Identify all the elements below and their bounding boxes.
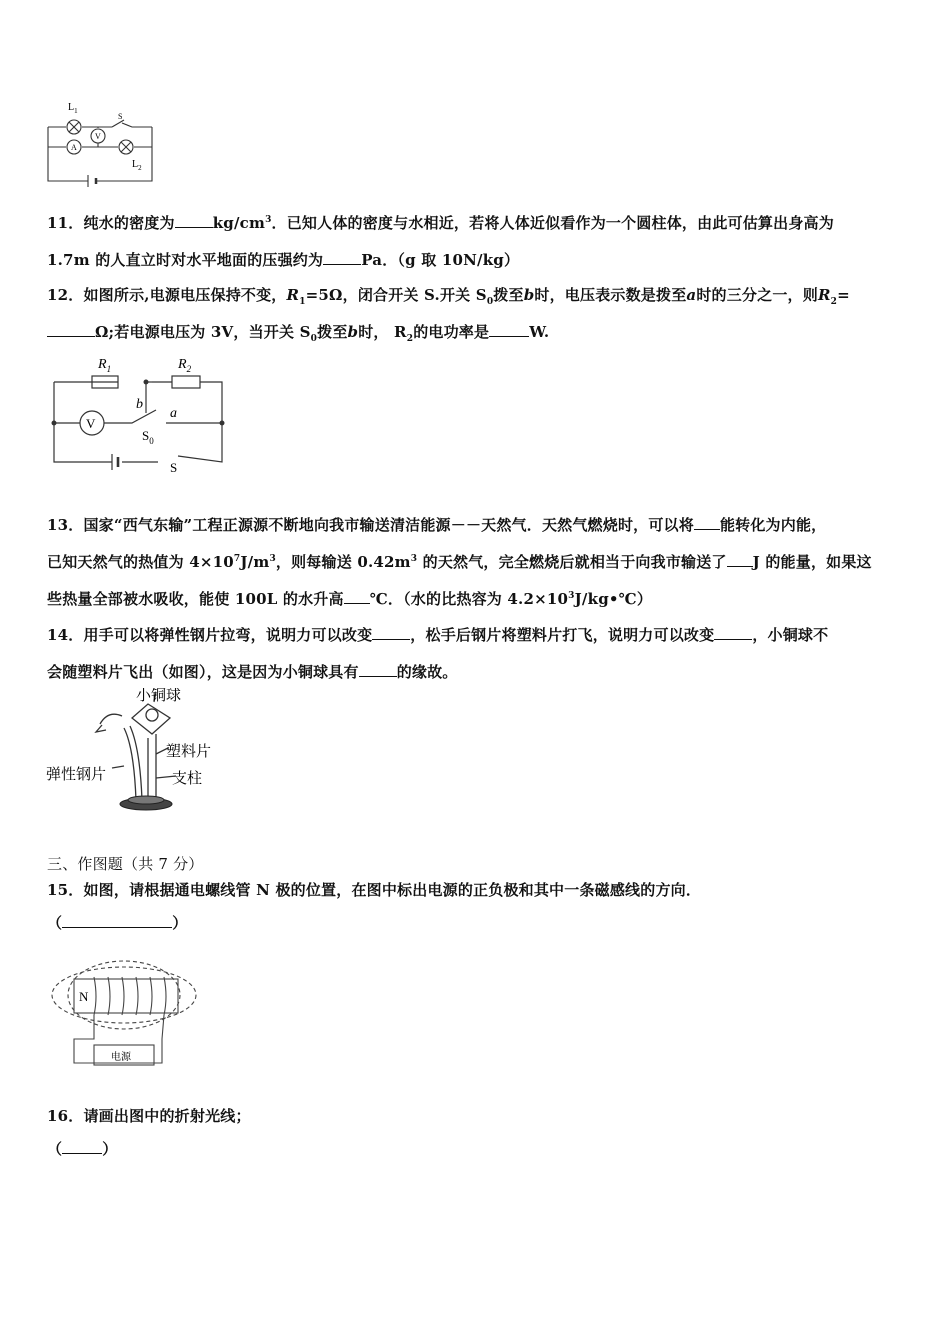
q12-blank-1[interactable] bbox=[47, 322, 95, 337]
q14-number: 14． bbox=[47, 626, 84, 644]
b-label: b bbox=[136, 397, 143, 412]
q13-blank-2[interactable] bbox=[727, 552, 753, 567]
s0-label: $S_0$ bbox=[142, 428, 154, 446]
power-source-label: 电源 bbox=[111, 1052, 131, 1063]
q14-line2: 会随塑料片飞出（如图），这是因为小铜球具有 的缘故。 bbox=[47, 663, 458, 681]
q13-line3: 些热量全部被水吸收，能使 100L 的水升高 ℃．（水的比热容为 $4.2\times 10^3J/kg•℃$） bbox=[47, 590, 653, 608]
ball-apparatus-figure bbox=[44, 688, 219, 816]
q16-answer-paren: （ ） bbox=[47, 1140, 118, 1158]
a-label: a bbox=[170, 406, 177, 421]
l2-label: $L_2$ bbox=[132, 159, 142, 172]
s-label: S bbox=[170, 460, 178, 475]
q11-number: 11． bbox=[47, 214, 84, 232]
ammeter-label: A bbox=[71, 143, 77, 152]
q14-blank-2[interactable] bbox=[714, 625, 752, 640]
q16-line1: 16．请画出图中的折射光线； bbox=[47, 1107, 251, 1125]
q14-blank-3[interactable] bbox=[359, 662, 397, 677]
q11-line1: 11．纯水的密度为 $kg/cm^3$．已知人体的密度与水相近，若将人体近似看作为一个圆柱体，由此可估算出身高为 bbox=[47, 214, 834, 232]
voltmeter-label: V bbox=[86, 416, 96, 431]
q11-blank-2[interactable] bbox=[323, 250, 361, 265]
ball-label: 小铜球 bbox=[136, 688, 182, 704]
q12-line2: Ω;若电源电压为 3V，当开关 $S_0$拨至b时， $R_2$的电功率是 W. bbox=[47, 321, 549, 344]
steel-label: 弹性钢片 bbox=[46, 765, 107, 783]
l1-label: $L_1$ bbox=[68, 102, 78, 115]
q16-blank[interactable] bbox=[62, 1139, 102, 1154]
n-pole-label: N bbox=[79, 989, 89, 1004]
voltmeter-label: V bbox=[95, 132, 101, 141]
r1-label: $R_1$ bbox=[98, 357, 112, 374]
q12-blank-2[interactable] bbox=[489, 322, 529, 337]
post-label: 支柱 bbox=[172, 769, 203, 787]
circuit-diagram-2 bbox=[46, 350, 236, 475]
q13-blank-3[interactable] bbox=[344, 589, 370, 604]
section-3-title: 三、作图题（共 7 分） bbox=[47, 855, 204, 873]
q13-number: 13． bbox=[47, 516, 84, 534]
q13-line1: 13．国家“西气东输”工程正源源不断地向我市输送清洁能源－－天然气．天然气燃烧时，可以将 能转化为内能， bbox=[47, 516, 827, 534]
q13-line2: 已知天然气的热值为 $4\times 10^7J/m^3$，则每输送 $0.42m^3$ 的天然气，完全燃烧后就相当于向我市输送了 J 的能量，如果这 bbox=[47, 553, 872, 571]
q11-blank-1[interactable] bbox=[175, 213, 213, 228]
q11-line2: 1.7m 的人直立时对水平地面的压强约为 Pa．（g 取 10N/kg） bbox=[47, 251, 520, 269]
q15-line1: 15．如图，请根据通电螺线管 N 极的位置，在图中标出电源的正负极和其中一条磁感线的方向． bbox=[47, 881, 702, 899]
q13-blank-1[interactable] bbox=[694, 515, 720, 530]
q15-answer-paren: （ ） bbox=[47, 914, 188, 932]
plastic-label: 塑料片 bbox=[166, 742, 212, 760]
q16-number: 16． bbox=[47, 1107, 84, 1125]
q15-number: 15． bbox=[47, 881, 84, 899]
q14-line1: 14．用手可以将弹性钢片拉弯，说明力可以改变 ，松手后钢片将塑料片打飞，说明力可以改变 ，小铜球不 bbox=[47, 626, 829, 644]
q12-line1: 12．如图所示,电源电压保持不变，$R_1=5\Omega$，闭合开关 S.开关 $S_0$拨至b时，电压表示数是拨至a时的三分之一，则$R_2=$ bbox=[47, 286, 850, 307]
r2-label: $R_2$ bbox=[178, 357, 192, 374]
switch-label: S bbox=[118, 112, 123, 121]
q12-number: 12． bbox=[47, 286, 84, 304]
circuit-diagram-1 bbox=[40, 95, 160, 190]
solenoid-figure bbox=[46, 953, 211, 1071]
q14-blank-1[interactable] bbox=[372, 625, 410, 640]
q15-blank[interactable] bbox=[62, 913, 172, 928]
